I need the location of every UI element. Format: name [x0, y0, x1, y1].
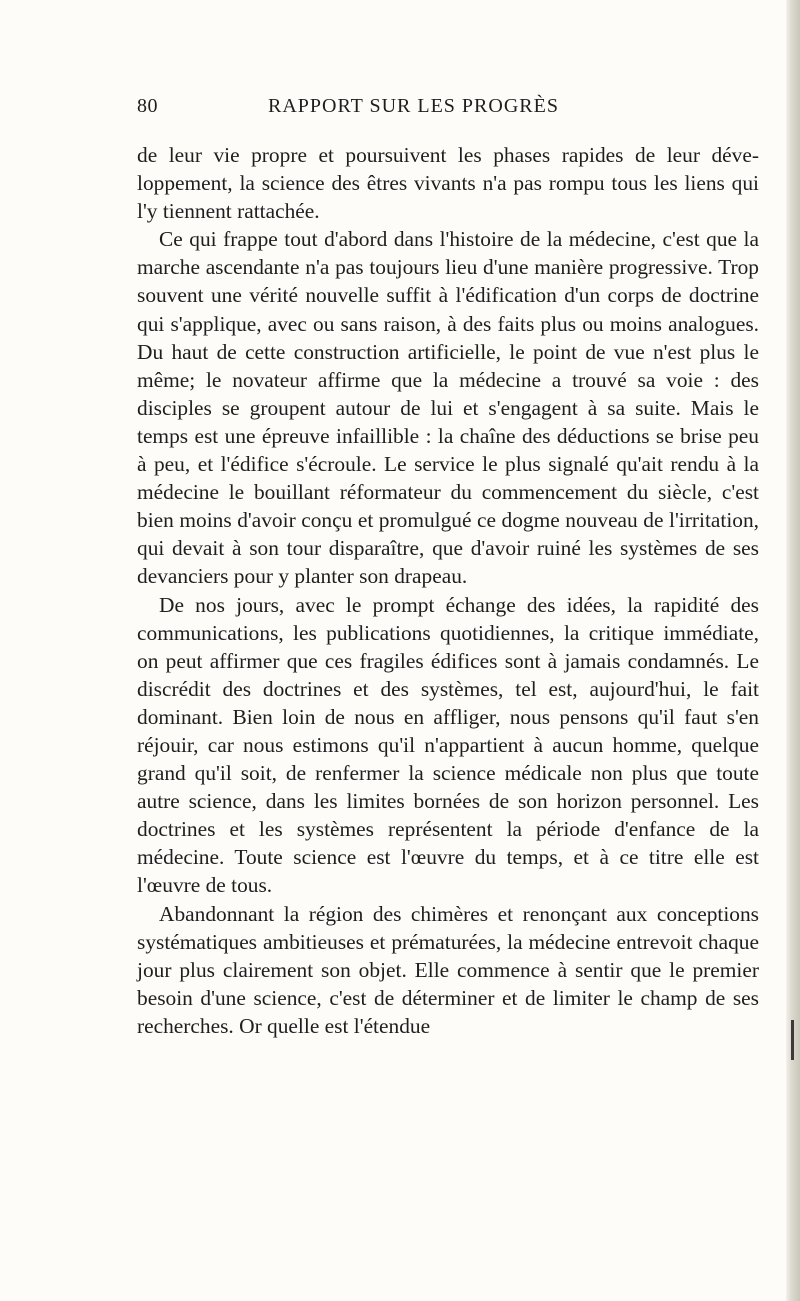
page-edge-mark [791, 1020, 794, 1060]
body-text [137, 141, 759, 1040]
running-title: RAPPORT SUR LES PROGRÈS [268, 95, 559, 117]
paragraph-doctrines: De nos jours, avec le prompt échange des idées, la rapidité des communications, les publications quotidiennes, la critique immédiate, on peut affirmer que ces fragiles édifices sont à jamais condamnés. Le discrédit des doctrines et des systèmes, tel est, aujourd'hui, le fait dominant. Bien loin de nous en affliger, nous pensons qu'il faut s'en réjouir, car nous estimons qu'il n'appartient à aucun homme, quelque grand qu'il soit, de renfermer la science médicale non plus que toute autre science, dans les limites bornées de son horizon personnel. Les doctrines et les systèmes représentent la période d'enfance de la médecine. Toute science est l'œuvre du temps, et à ce titre elle est l'œuvre de tous. [137, 592, 759, 898]
paragraph-history: Ce qui frappe tout d'abord dans l'histoire de la médecine, c'est que la marche ascendante n'a pas toujours lieu d'une manière progressive. Trop souvent une vérité nouvelle suffit à l'édification d'un corps de doctrine qui s'applique, avec ou sans raison, à des faits plus ou moins analogues. Du haut de cette construction artificielle, le point de vue n'est plus le même; le novateur affirme que la médecine a trouvé sa voie : des disciples se groupent autour de lui et s'engagent à sa suite. Mais le temps est une épreuve infaillible : la chaîne des déductions se brise peu à peu, et l'édifice s'écroule. Le service le plus signalé qu'ait rendu à la médecine le bouillant réformateur du commencement du siècle, c'est bien moins d'avoir conçu et promulgué ce dogme nouveau de l'irritation, qui devait à son tour disparaître, que d'avoir ruiné les systèmes de ses devanciers pour y planter son drapeau. [137, 227, 759, 589]
page-number: 80 [137, 95, 158, 117]
paragraph-continuation: de leur vie propre et poursuivent les phases rapides de leur développement, la science des êtres vivants n'a pas rompu tous les liens qui l'y tiennent rattachée. [137, 143, 759, 224]
page-edge-shadow [786, 0, 800, 1301]
paragraph-abandon: Abandonnant la région des chimères et renonçant aux conceptions systématiques ambitieuses et prématurées, la médecine entrevoit chaque jour plus clairement son objet. Elle commence à sentir que le premier besoin d'une science, c'est de déterminer et de limiter le champ de ses recherches. Or quelle est l'étendue [137, 901, 759, 1038]
running-head [0, 95, 800, 125]
